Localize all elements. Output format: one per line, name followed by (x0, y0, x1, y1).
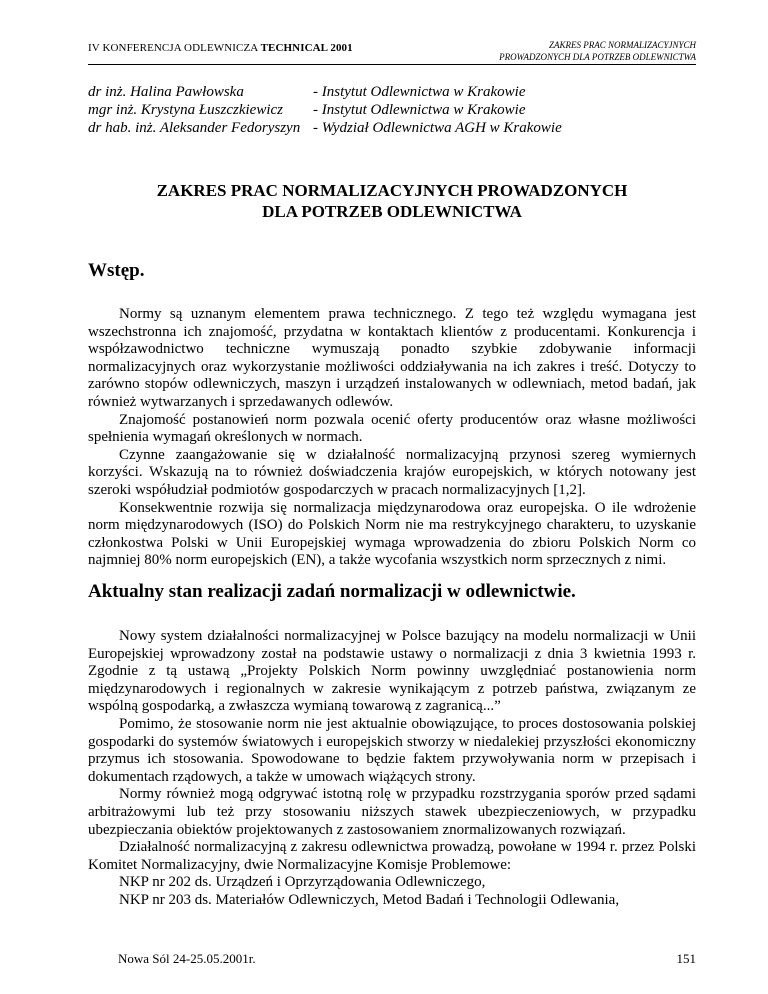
author-name: dr inż. Halina Pawłowska (88, 84, 244, 100)
conference-name (88, 42, 353, 54)
section-body-status (88, 628, 696, 910)
author-row (88, 101, 562, 119)
author-name: dr hab. inż. Aleksander Fedoryszyn (88, 120, 301, 136)
section-heading-status: Aktualny stan realizacji zadań normalizacji w odlewnictwie. (88, 581, 576, 602)
paragraph: Normy również mogą odgrywać istotną rolę w przypadku rozstrzygania sporów przed sądami arbitrażowymi lub też przy stosowaniu niższych stawek ubezpieczeniowych, w przypadku ubezpieczania obiektów projektowanych z zastosowaniem znormalizowanych rozwiązań. (88, 786, 696, 838)
paragraph: Czynne zaangażowanie się w działalność normalizacyjną przynosi szereg wymiernych korzyści. Wskazują na to również doświadczenia krajów europejskich, w których notowany jest szeroki współudział podmiotów gospodarczych w pracach normalizacyjnych [1,2]. (88, 446, 696, 498)
paragraph: Znajomość postanowień norm pozwala ocenić oferty producentów oraz własne możliwości spełnienia wymagań określonych w normach. (88, 411, 696, 446)
paragraph: Nowy system działalności normalizacyjnej w Polsce bazujący na modelu normalizacji w Unii Europejskiej wprowadzony został na podstawie ustawy o normalizacji z dnia 3 kwietnia 1993 r. Zgodnie z tą ustawą „Projekty Polskich Norm powinny uwzględniać postanowienia norm międzynarodowych i regionalnych w zakresie wynikającym z potrzeb państwa, związanym ze wspólną gospodarką, a zwłaszcza wymianą towarową z zagranicą...” (88, 628, 696, 715)
paper-title-line1: ZAKRES PRAC NORMALIZACYJNYCH PROWADZONYCH (156, 181, 628, 200)
running-title-line2: PROWADZONYCH DLA POTRZEB ODLEWNICTWA (499, 51, 696, 62)
author-affiliation: - Instytut Odlewnictwa w Krakowie (313, 102, 526, 118)
author-row (88, 119, 562, 137)
paragraph: Konsekwentnie rozwija się normalizacja międzynarodowa oraz europejska. O ile wdrożenie norm międzynarodowych (ISO) do Polskich Norm nie ma restrykcyjnego charakteru, to uzyskanie członkostwa Polski w Unii Europejskiej wymaga wprowadzenia do zbioru Polskich Norm co najmniej 80% norm europejskich (EN), a także wycofania wszystkich norm sprzecznych z nimi. (88, 499, 696, 569)
paper-title (88, 180, 696, 222)
author-row (88, 83, 562, 101)
section-body-intro (88, 306, 696, 570)
author-affiliation: - Instytut Odlewnictwa w Krakowie (313, 84, 526, 100)
paragraph: NKP nr 203 ds. Materiałów Odlewniczych, Metod Badań i Technologii Odlewania, (119, 891, 620, 908)
paragraph: Normy są uznanym elementem prawa technicznego. Z tego też względu wymagana jest wszechstronna ich znajomość, przydatna w kontaktach klientów z producentami. Konkurencja i współzawodnictwo techniczne wymuszają ponadto szybkie zdobywanie informacji normalizacyjnych oraz wykorzystanie możliwości oddziaływania na ich zakres i treść. Dotyczy to zarówno stopów odlewniczych, maszyn i urządzeń instalowanych w odlewniach, metod badań, jak również wytwarzanych i sprzedawanych odlewów. (88, 306, 696, 410)
author-affiliation: - Wydział Odlewnictwa AGH w Krakowie (313, 120, 562, 136)
conference-name-prefix: IV KONFERENCJA ODLEWNICZA (88, 42, 261, 54)
section-heading-intro: Wstęp. (88, 260, 145, 281)
paragraph: Działalność normalizacyjną z zakresu odlewnictwa prowadzą, powołane w 1994 r. przez Polski Komitet Normalizacyjny, dwie Normalizacyjne Komisje Problemowe: (88, 839, 696, 873)
author-name: mgr inż. Krystyna Łuszczkiewicz (88, 102, 283, 118)
conference-name-bold: TECHNICAL 2001 (260, 42, 353, 54)
author-list (88, 83, 562, 137)
paragraph: NKP nr 202 ds. Urządzeń i Oprzyrządowania Odlewniczego, (119, 874, 486, 891)
page-number: 151 (676, 951, 696, 966)
running-title (499, 40, 696, 63)
paragraph: Pomimo, że stosowanie norm nie jest aktualnie obowiązujące, to proces dostosowania polskiej gospodarki do systemów światowych i europejskich stworzy w niedalekiej przyszłości ekonomiczny przymus ich stosowania. Spowodowane to będzie faktem przywoływania norm w przepisach i dokumentach rządowych, a także w umowach wiążących strony. (88, 715, 696, 785)
paper-title-line2: DLA POTRZEB ODLEWNICTWA (262, 202, 522, 221)
running-title-line1: ZAKRES PRAC NORMALIZACYJNYCH (548, 40, 696, 50)
footer-location-date: Nowa Sól 24-25.05.2001r. (118, 951, 256, 966)
running-header (88, 40, 696, 65)
